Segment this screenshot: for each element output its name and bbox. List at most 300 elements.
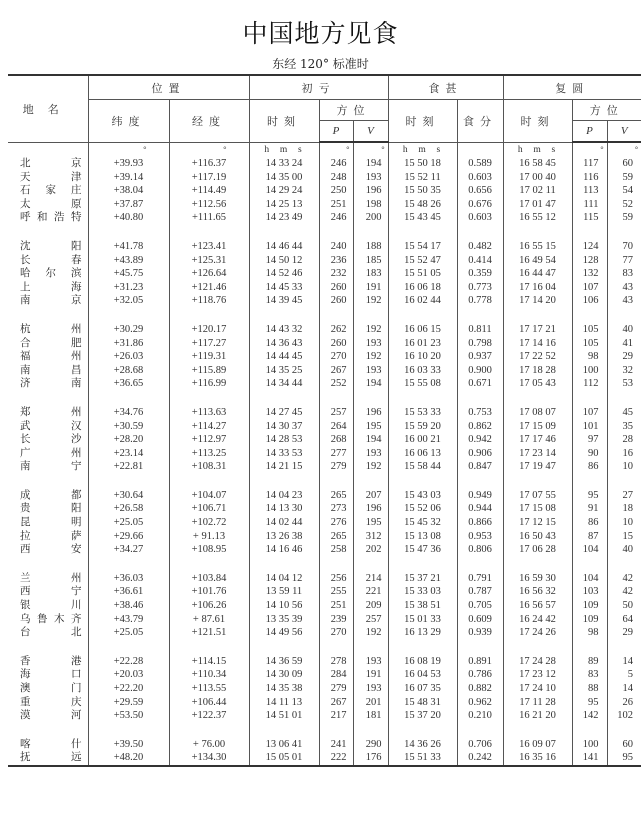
last-contact-p: 128 [572,254,607,268]
spacer-cell [607,391,641,406]
last-contact-time: 17 17 46 [503,433,572,447]
spacer-cell [457,723,503,738]
table-row [8,267,641,281]
unit-degree: ° [353,142,388,157]
spacer-cell [572,474,607,489]
longitude-cell: +123.41 [169,240,249,254]
last-contact-time: 17 18 28 [503,364,572,378]
longitude-cell: +125.31 [169,254,249,268]
place-name: 北京 [20,157,82,169]
spacer-cell [88,391,169,406]
spacer-cell [572,723,607,738]
place-name: 抚远 [8,751,88,766]
magnitude-cell: 0.753 [457,406,503,420]
first-contact-p: 265 [319,530,353,544]
latitude-cell: +43.79 [88,613,169,627]
spacer-cell [249,723,319,738]
last-contact-p: 104 [572,572,607,586]
longitude-cell: +117.19 [169,171,249,185]
first-contact-time: 14 21 15 [249,460,319,474]
first-contact-time: 14 49 56 [249,626,319,640]
latitude-cell: +48.20 [88,751,169,766]
first-contact-v: 181 [353,709,388,723]
latitude-cell: +39.93 [88,157,169,171]
first-contact-time: 14 45 33 [249,281,319,295]
table-row [8,364,641,378]
spacer-cell [88,308,169,323]
latitude-cell: +41.78 [88,240,169,254]
last-contact-time: 16 58 45 [503,157,572,171]
spacer-cell [607,723,641,738]
first-contact-v: 196 [353,502,388,516]
last-contact-v: 32 [607,364,641,378]
magnitude-cell: 0.786 [457,668,503,682]
spacer-cell [319,308,353,323]
latitude-cell: +30.59 [88,420,169,434]
last-contact-time: 17 15 08 [503,502,572,516]
maximum-time: 15 52 11 [388,171,457,185]
magnitude-cell: 0.949 [457,489,503,503]
group-spacer [8,723,641,738]
longitude-cell: +112.97 [169,433,249,447]
place-name: 郑州 [20,405,82,418]
magnitude-cell: 0.414 [457,254,503,268]
header-last-azimuth: 方位 [572,100,641,121]
maximum-time: 16 06 15 [388,323,457,337]
last-contact-v: 5 [607,668,641,682]
maximum-time: 15 43 45 [388,211,457,225]
magnitude-cell: 0.787 [457,585,503,599]
table-row [8,323,641,337]
latitude-cell: +36.03 [88,572,169,586]
spacer-cell [88,640,169,655]
last-contact-time: 17 24 10 [503,682,572,696]
last-contact-p: 105 [572,337,607,351]
maximum-time: 16 04 53 [388,668,457,682]
magnitude-cell: 0.778 [457,294,503,308]
unit-degree: ° [88,142,169,157]
first-contact-p: 260 [319,337,353,351]
first-contact-time: 14 27 45 [249,406,319,420]
maximum-time: 15 52 06 [388,502,457,516]
place-name: 上海 [20,280,82,293]
maximum-time: 15 43 03 [388,489,457,503]
first-contact-v: 195 [353,516,388,530]
table-row [8,337,641,351]
table-row [8,420,641,434]
first-contact-time: 13 26 38 [249,530,319,544]
first-contact-time: 14 16 46 [249,543,319,557]
first-contact-time: 14 51 01 [249,709,319,723]
first-contact-v: 194 [353,377,388,391]
magnitude-cell: 0.706 [457,738,503,752]
place-name: 南昌 [20,363,82,376]
maximum-time: 16 00 21 [388,433,457,447]
first-contact-time: 14 25 13 [249,198,319,212]
first-contact-time: 14 35 38 [249,682,319,696]
first-contact-v: 202 [353,543,388,557]
magnitude-cell: 0.359 [457,267,503,281]
table-row [8,350,641,364]
first-contact-p: 217 [319,709,353,723]
last-contact-v: 41 [607,337,641,351]
longitude-cell: +103.84 [169,572,249,586]
first-contact-v: 209 [353,599,388,613]
magnitude-cell: 0.811 [457,323,503,337]
table-row [8,447,641,461]
last-contact-p: 89 [572,655,607,669]
spacer-cell [457,391,503,406]
table-row [8,626,641,640]
latitude-cell: +39.50 [88,738,169,752]
header-last-v: V [607,121,641,143]
first-contact-time: 14 10 56 [249,599,319,613]
spacer-cell [572,391,607,406]
first-contact-p: 279 [319,460,353,474]
last-contact-p: 100 [572,364,607,378]
magnitude-cell: 0.791 [457,572,503,586]
spacer-cell [8,391,88,406]
spacer-cell [249,557,319,572]
place-name: 漠河 [20,709,82,722]
last-contact-v: 77 [607,254,641,268]
longitude-cell: + 91.13 [169,530,249,544]
spacer-cell [388,474,457,489]
latitude-cell: +38.04 [88,184,169,198]
last-contact-p: 87 [572,530,607,544]
spacer-cell [353,723,388,738]
first-contact-time: 14 23 49 [249,211,319,225]
magnitude-cell: 0.906 [457,447,503,461]
first-contact-time: 14 36 59 [249,655,319,669]
place-name: 南京 [20,294,82,307]
spacer-cell [503,557,572,572]
last-contact-p: 86 [572,516,607,530]
spacer-cell [607,474,641,489]
longitude-cell: +117.27 [169,337,249,351]
latitude-cell: +40.80 [88,211,169,225]
first-contact-v: 201 [353,696,388,710]
first-contact-time: 14 04 12 [249,572,319,586]
spacer-cell [353,557,388,572]
header-last-contact: 复圆 [503,75,641,100]
units-row [8,142,641,157]
first-contact-p: 260 [319,294,353,308]
last-contact-v: 43 [607,294,641,308]
last-contact-p: 101 [572,420,607,434]
first-contact-p: 264 [319,420,353,434]
latitude-cell: +39.14 [88,171,169,185]
spacer-cell [503,391,572,406]
spacer-cell [8,474,88,489]
place-name: 银川 [20,599,82,612]
unit-hms: h m s [388,142,457,157]
first-contact-v: 188 [353,240,388,254]
last-contact-v: 59 [607,171,641,185]
spacer-cell [169,723,249,738]
last-contact-time: 17 00 40 [503,171,572,185]
first-contact-v: 193 [353,364,388,378]
first-contact-v: 192 [353,626,388,640]
first-contact-v: 290 [353,738,388,752]
maximum-time: 16 10 20 [388,350,457,364]
first-contact-p: 270 [319,350,353,364]
maximum-time: 15 58 44 [388,460,457,474]
last-contact-v: 10 [607,460,641,474]
first-contact-p: 246 [319,157,353,171]
last-contact-p: 109 [572,613,607,627]
header-latitude: 纬度 [88,100,169,143]
longitude-cell: +118.76 [169,294,249,308]
spacer-cell [88,474,169,489]
first-contact-v: 193 [353,682,388,696]
place-name: 长沙 [20,433,82,446]
latitude-cell: +25.05 [88,626,169,640]
place-name: 台北 [20,626,82,639]
last-contact-p: 142 [572,709,607,723]
table-row [8,682,641,696]
first-contact-p: 256 [319,572,353,586]
first-contact-time: 14 52 46 [249,267,319,281]
first-contact-v: 195 [353,420,388,434]
header-position: 位置 [88,75,249,100]
latitude-cell: +38.46 [88,599,169,613]
first-contact-time: 13 06 41 [249,738,319,752]
table-row [8,433,641,447]
last-contact-v: 16 [607,447,641,461]
longitude-cell: +101.76 [169,585,249,599]
last-contact-p: 109 [572,599,607,613]
last-contact-time: 17 02 11 [503,184,572,198]
first-contact-v: 183 [353,267,388,281]
last-contact-p: 104 [572,543,607,557]
last-contact-v: 60 [607,157,641,171]
spacer-cell [503,640,572,655]
first-contact-time: 14 33 53 [249,447,319,461]
first-contact-time: 14 34 44 [249,377,319,391]
first-contact-v: 257 [353,613,388,627]
latitude-cell: +22.20 [88,682,169,696]
longitude-cell: +115.89 [169,364,249,378]
first-contact-p: 255 [319,585,353,599]
place-name: 石家庄 [20,184,82,197]
table-row [8,489,641,503]
first-contact-p: 252 [319,377,353,391]
spacer-cell [353,308,388,323]
magnitude-cell: 0.942 [457,433,503,447]
unit-degree: ° [572,142,607,157]
magnitude-cell: 0.603 [457,211,503,225]
magnitude-cell: 0.937 [457,350,503,364]
unit-degree: ° [169,142,249,157]
table-row [8,585,641,599]
first-contact-p: 248 [319,171,353,185]
last-contact-v: 42 [607,572,641,586]
place-name: 杭州 [20,322,82,335]
magnitude-cell: 0.953 [457,530,503,544]
last-contact-time: 17 22 52 [503,350,572,364]
maximum-time: 16 13 29 [388,626,457,640]
table-row [8,613,641,627]
last-contact-v: 42 [607,585,641,599]
unit-hms: h m s [249,142,319,157]
maximum-time: 15 52 47 [388,254,457,268]
last-contact-p: 132 [572,267,607,281]
table-row [8,655,641,669]
longitude-cell: +113.55 [169,682,249,696]
last-contact-time: 17 24 26 [503,626,572,640]
last-contact-v: 28 [607,433,641,447]
first-contact-v: 193 [353,337,388,351]
longitude-cell: +120.17 [169,323,249,337]
last-contact-p: 124 [572,240,607,254]
last-contact-time: 17 16 04 [503,281,572,295]
first-contact-p: 241 [319,738,353,752]
place-name: 济南 [20,377,82,390]
last-contact-time: 16 24 42 [503,613,572,627]
spacer-cell [319,640,353,655]
maximum-time: 15 50 18 [388,157,457,171]
spacer-cell [457,474,503,489]
first-contact-v: 193 [353,447,388,461]
spacer-cell [457,308,503,323]
eclipse-table [8,74,641,767]
first-contact-p: 279 [319,682,353,696]
last-contact-v: 18 [607,502,641,516]
units-blank [8,142,88,157]
group-spacer [8,225,641,240]
magnitude-cell: 0.866 [457,516,503,530]
header-maximum: 食甚 [388,75,503,100]
group-spacer [8,474,641,489]
first-contact-time: 14 30 09 [249,668,319,682]
first-contact-v: 191 [353,281,388,295]
magnitude-cell: 0.671 [457,377,503,391]
table-row [8,572,641,586]
spacer-cell [503,474,572,489]
first-contact-time: 14 30 37 [249,420,319,434]
place-name: 重庆 [20,695,82,708]
magnitude-cell: 0.656 [457,184,503,198]
first-contact-v: 193 [353,655,388,669]
table-row [8,211,641,225]
longitude-cell: +116.37 [169,157,249,171]
first-contact-p: 270 [319,626,353,640]
page-subtitle: 东经 120° 标准时 [272,57,369,71]
spacer-cell [319,225,353,240]
table-row [8,240,641,254]
longitude-cell: +112.56 [169,198,249,212]
first-contact-p: 258 [319,543,353,557]
place-name: 合肥 [20,336,82,349]
spacer-cell [457,225,503,240]
latitude-cell: +28.68 [88,364,169,378]
place-name: 香港 [20,654,82,667]
table-row [8,198,641,212]
spacer-cell [169,308,249,323]
last-contact-time: 16 55 15 [503,240,572,254]
spacer-cell [607,640,641,655]
latitude-cell: +22.28 [88,655,169,669]
group-spacer [8,308,641,323]
first-contact-time: 14 36 43 [249,337,319,351]
table-row [8,738,641,752]
table-row [8,530,641,544]
maximum-time: 15 48 31 [388,696,457,710]
latitude-cell: +32.05 [88,294,169,308]
longitude-cell: +121.46 [169,281,249,295]
maximum-time: 15 33 03 [388,585,457,599]
first-contact-v: 192 [353,323,388,337]
last-contact-v: 29 [607,350,641,364]
spacer-cell [249,308,319,323]
magnitude-cell: 0.944 [457,502,503,516]
maximum-time: 15 53 33 [388,406,457,420]
spacer-cell [169,557,249,572]
first-contact-p: 262 [319,323,353,337]
place-name: 长春 [20,253,82,266]
spacer-cell [319,474,353,489]
longitude-cell: +126.64 [169,267,249,281]
spacer-cell [572,308,607,323]
last-contact-time: 17 01 47 [503,198,572,212]
header-magnitude: 食分 [457,100,503,143]
last-contact-p: 91 [572,502,607,516]
spacer-cell [388,225,457,240]
spacer-cell [457,557,503,572]
maximum-time: 15 47 36 [388,543,457,557]
last-contact-time: 17 24 28 [503,655,572,669]
first-contact-time: 14 04 23 [249,489,319,503]
last-contact-time: 16 55 12 [503,211,572,225]
first-contact-p: 260 [319,281,353,295]
longitude-cell: +108.95 [169,543,249,557]
magnitude-cell: 0.806 [457,543,503,557]
last-contact-p: 111 [572,198,607,212]
header-last-time: 时刻 [503,100,572,143]
last-contact-v: 53 [607,377,641,391]
latitude-cell: +31.23 [88,281,169,295]
first-contact-v: 198 [353,198,388,212]
maximum-time: 15 45 32 [388,516,457,530]
unit-hms: h m s [503,142,572,157]
header-first-time: 时刻 [249,100,319,143]
last-contact-v: 54 [607,184,641,198]
spacer-cell [249,474,319,489]
last-contact-p: 105 [572,323,607,337]
table-row [8,543,641,557]
place-name: 沈阳 [20,239,82,252]
first-contact-p: 284 [319,668,353,682]
first-contact-time: 14 29 24 [249,184,319,198]
last-contact-v: 70 [607,240,641,254]
latitude-cell: +29.66 [88,530,169,544]
spacer-cell [319,557,353,572]
first-contact-p: 251 [319,198,353,212]
maximum-time: 15 37 21 [388,572,457,586]
spacer-cell [353,474,388,489]
first-contact-p: 278 [319,655,353,669]
table-row [8,157,641,171]
first-contact-time: 15 05 01 [249,751,319,766]
last-contact-p: 98 [572,626,607,640]
place-name: 呼和浩特 [20,211,82,224]
last-contact-time: 16 56 57 [503,599,572,613]
first-contact-v: 193 [353,171,388,185]
first-contact-p: 232 [319,267,353,281]
spacer-cell [249,391,319,406]
longitude-cell: +114.27 [169,420,249,434]
